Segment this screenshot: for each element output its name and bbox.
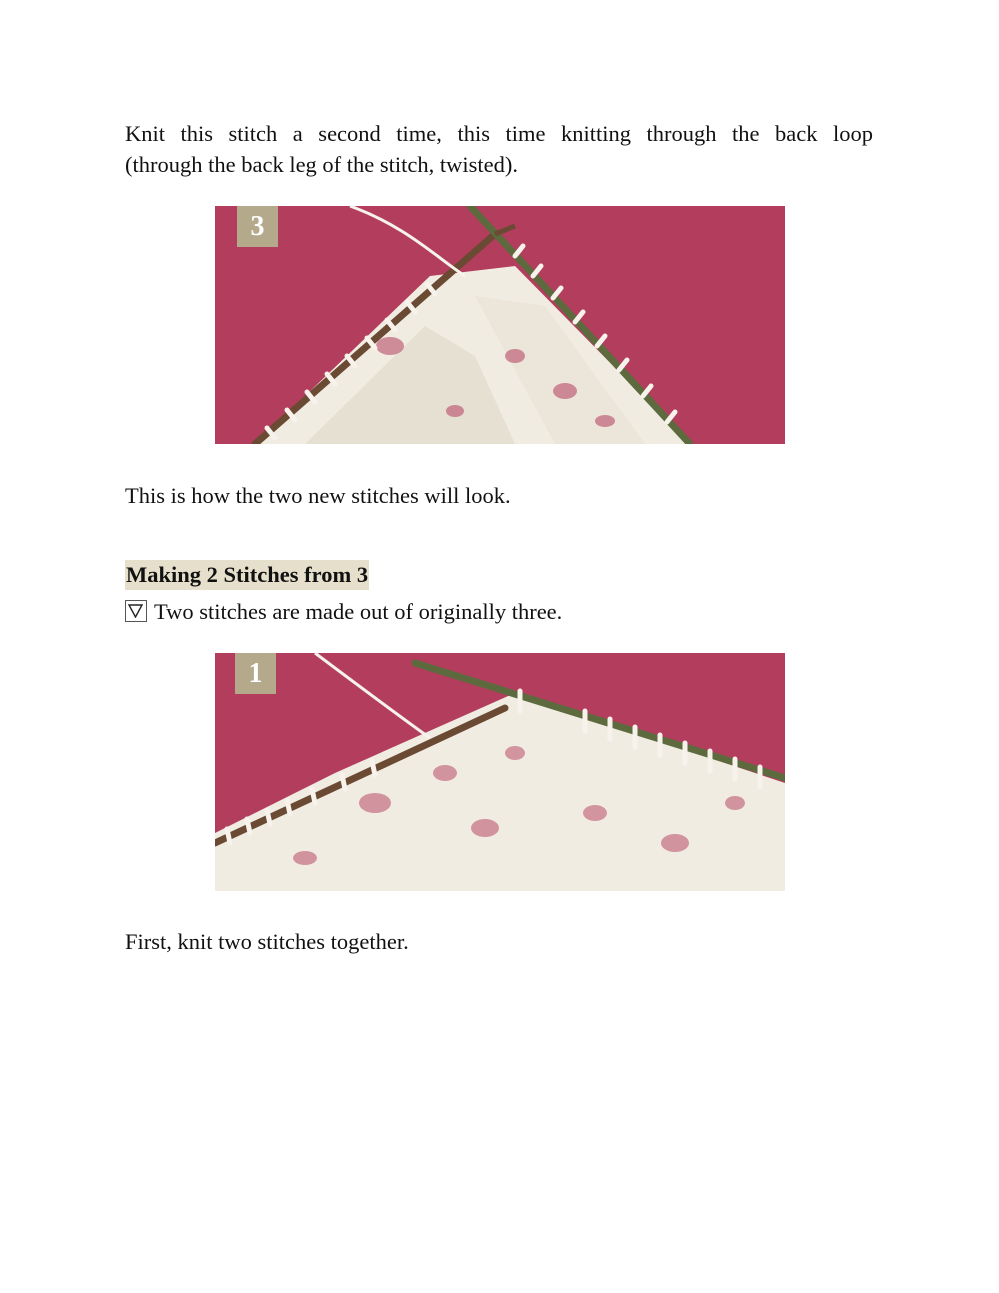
knitting-photo-step-1 bbox=[215, 653, 785, 891]
caption-step-1: First, knit two stitches together. bbox=[125, 929, 409, 954]
section-heading: Making 2 Stitches from 3 bbox=[125, 560, 369, 590]
step-number-badge: 3 bbox=[237, 206, 278, 247]
symbol-description bbox=[125, 597, 562, 627]
knitting-illustration bbox=[215, 206, 785, 444]
knitting-illustration bbox=[215, 653, 785, 891]
down-triangle-in-box-icon bbox=[125, 600, 147, 622]
knitting-photo-step-3 bbox=[215, 206, 785, 444]
instruction-paragraph bbox=[125, 118, 873, 180]
caption-step-3: This is how the two new stitches will look. bbox=[125, 483, 511, 508]
step-number-badge: 1 bbox=[235, 653, 276, 694]
instruction-line-2: (through the back leg of the stitch, twisted). bbox=[125, 152, 519, 177]
symbol-description-text: Two stitches are made out of originally three. bbox=[154, 599, 563, 624]
instruction-line-1: Knit this stitch a second time, this time knitting through the back loop bbox=[125, 121, 873, 146]
